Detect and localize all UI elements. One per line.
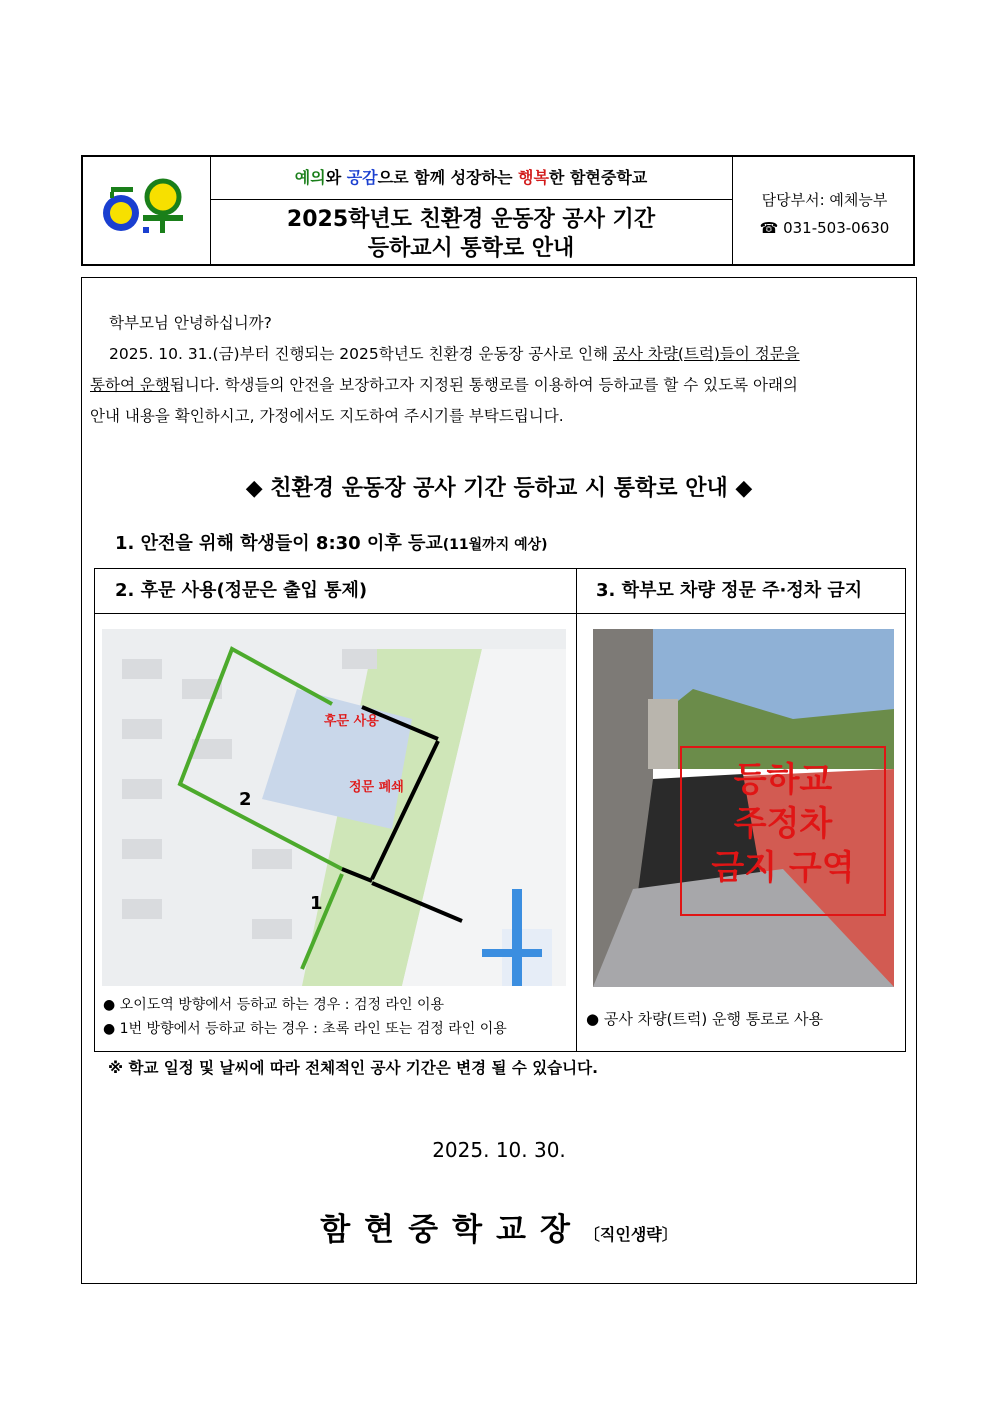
phone-number: 031-503-0630 [783,219,890,237]
intro-text-a: 2025. 10. 31.(금)부터 진행되는 2025학년도 친환경 운동장 공사로 인해 [109,345,613,363]
document-date: 2025. 10. 30. [432,1138,566,1162]
phone [734,219,915,237]
department: 담당부서: 예체능부 [761,191,888,209]
photo-text-line-1: 등하교 [733,760,833,800]
content-box [81,277,917,1284]
intro-paragraph [90,339,910,432]
photo-text-line-2: 주정차 [733,804,833,844]
school-logo [83,157,211,264]
phone-icon: ☎ [759,219,784,237]
header-middle [210,157,733,264]
column-back-gate [95,569,577,1051]
slogan-text-1: 와 [325,168,347,187]
column-no-parking [576,569,905,1051]
slogan-word-manners: 예의 [294,168,326,187]
contact-box [734,157,915,264]
slogan-text-3: 한 함현중학교 [548,168,648,187]
signature [82,1204,916,1249]
item-2-heading: 2. 후문 사용(정문은 출입 통제) [95,569,576,614]
greeting: 학부모님 안녕하십니까? [109,314,272,332]
section-title: ◆ 친환경 운동장 공사 기간 등하교 시 통학로 안내 ◆ [245,476,753,501]
document-title [210,200,732,263]
item-1-note: (11월까지 예상) [442,537,548,553]
title-line-2: 등하교시 통학로 안내 [367,236,575,261]
label-back-gate: 후문 사용 [324,714,379,729]
intro-underline-2: 통하여 운행 [90,376,170,394]
label-route-1: 1 [310,893,323,914]
item-1 [115,529,548,555]
intro-text-b: 됩니다. 학생들의 안전을 보장하고자 지정된 통행로를 이용하여 등하교를 할 수 있도록 아래의 [169,376,798,394]
info-table [94,568,906,1052]
item-1-text: 1. 안전을 위해 학생들이 8:30 이후 등교 [115,533,443,554]
intro-text-c: 안내 내용을 확인하시고, 가정에서도 지도하여 주시기를 부탁드립니다. [90,407,564,425]
map-note-1: ● 오이도역 방향에서 등하교 하는 경우 : 검정 라인 이용 [103,997,444,1013]
school-slogan [210,157,732,200]
warning-note: ※ 학교 일정 및 날씨에 따라 전체적인 공사 기간은 변경 될 수 있습니다. [108,1059,598,1077]
intro-underline-1: 공사 차량(트럭)들이 정문을 [613,345,800,363]
route-map [102,629,566,986]
item-3-heading: 3. 학부모 차량 정문 주·정차 금지 [576,569,905,614]
label-main-gate-closed: 정문 폐쇄 [349,780,404,795]
title-line-1: 2025학년도 친환경 운동장 공사 기간 [286,207,656,232]
label-route-2: 2 [239,789,252,810]
photo-note: ● 공사 차량(트럭) 운행 통로로 사용 [586,1010,824,1028]
slogan-word-empathy: 공감 [346,168,378,187]
map-note-2: ● 1번 방향에서 등하교 하는 경우 : 초록 라인 또는 검정 라인 이용 [103,1021,507,1037]
photo-text-line-3: 금지 구역 [711,848,855,888]
principal-title: 함현중학교장 [320,1212,584,1248]
slogan-word-happiness: 행복 [518,168,549,187]
slogan-text-2: 으로 함께 성장하는 [377,168,518,187]
seal-omitted: 〔직인생략〕 [583,1225,678,1244]
header-box [81,155,915,266]
no-parking-photo [593,629,894,987]
